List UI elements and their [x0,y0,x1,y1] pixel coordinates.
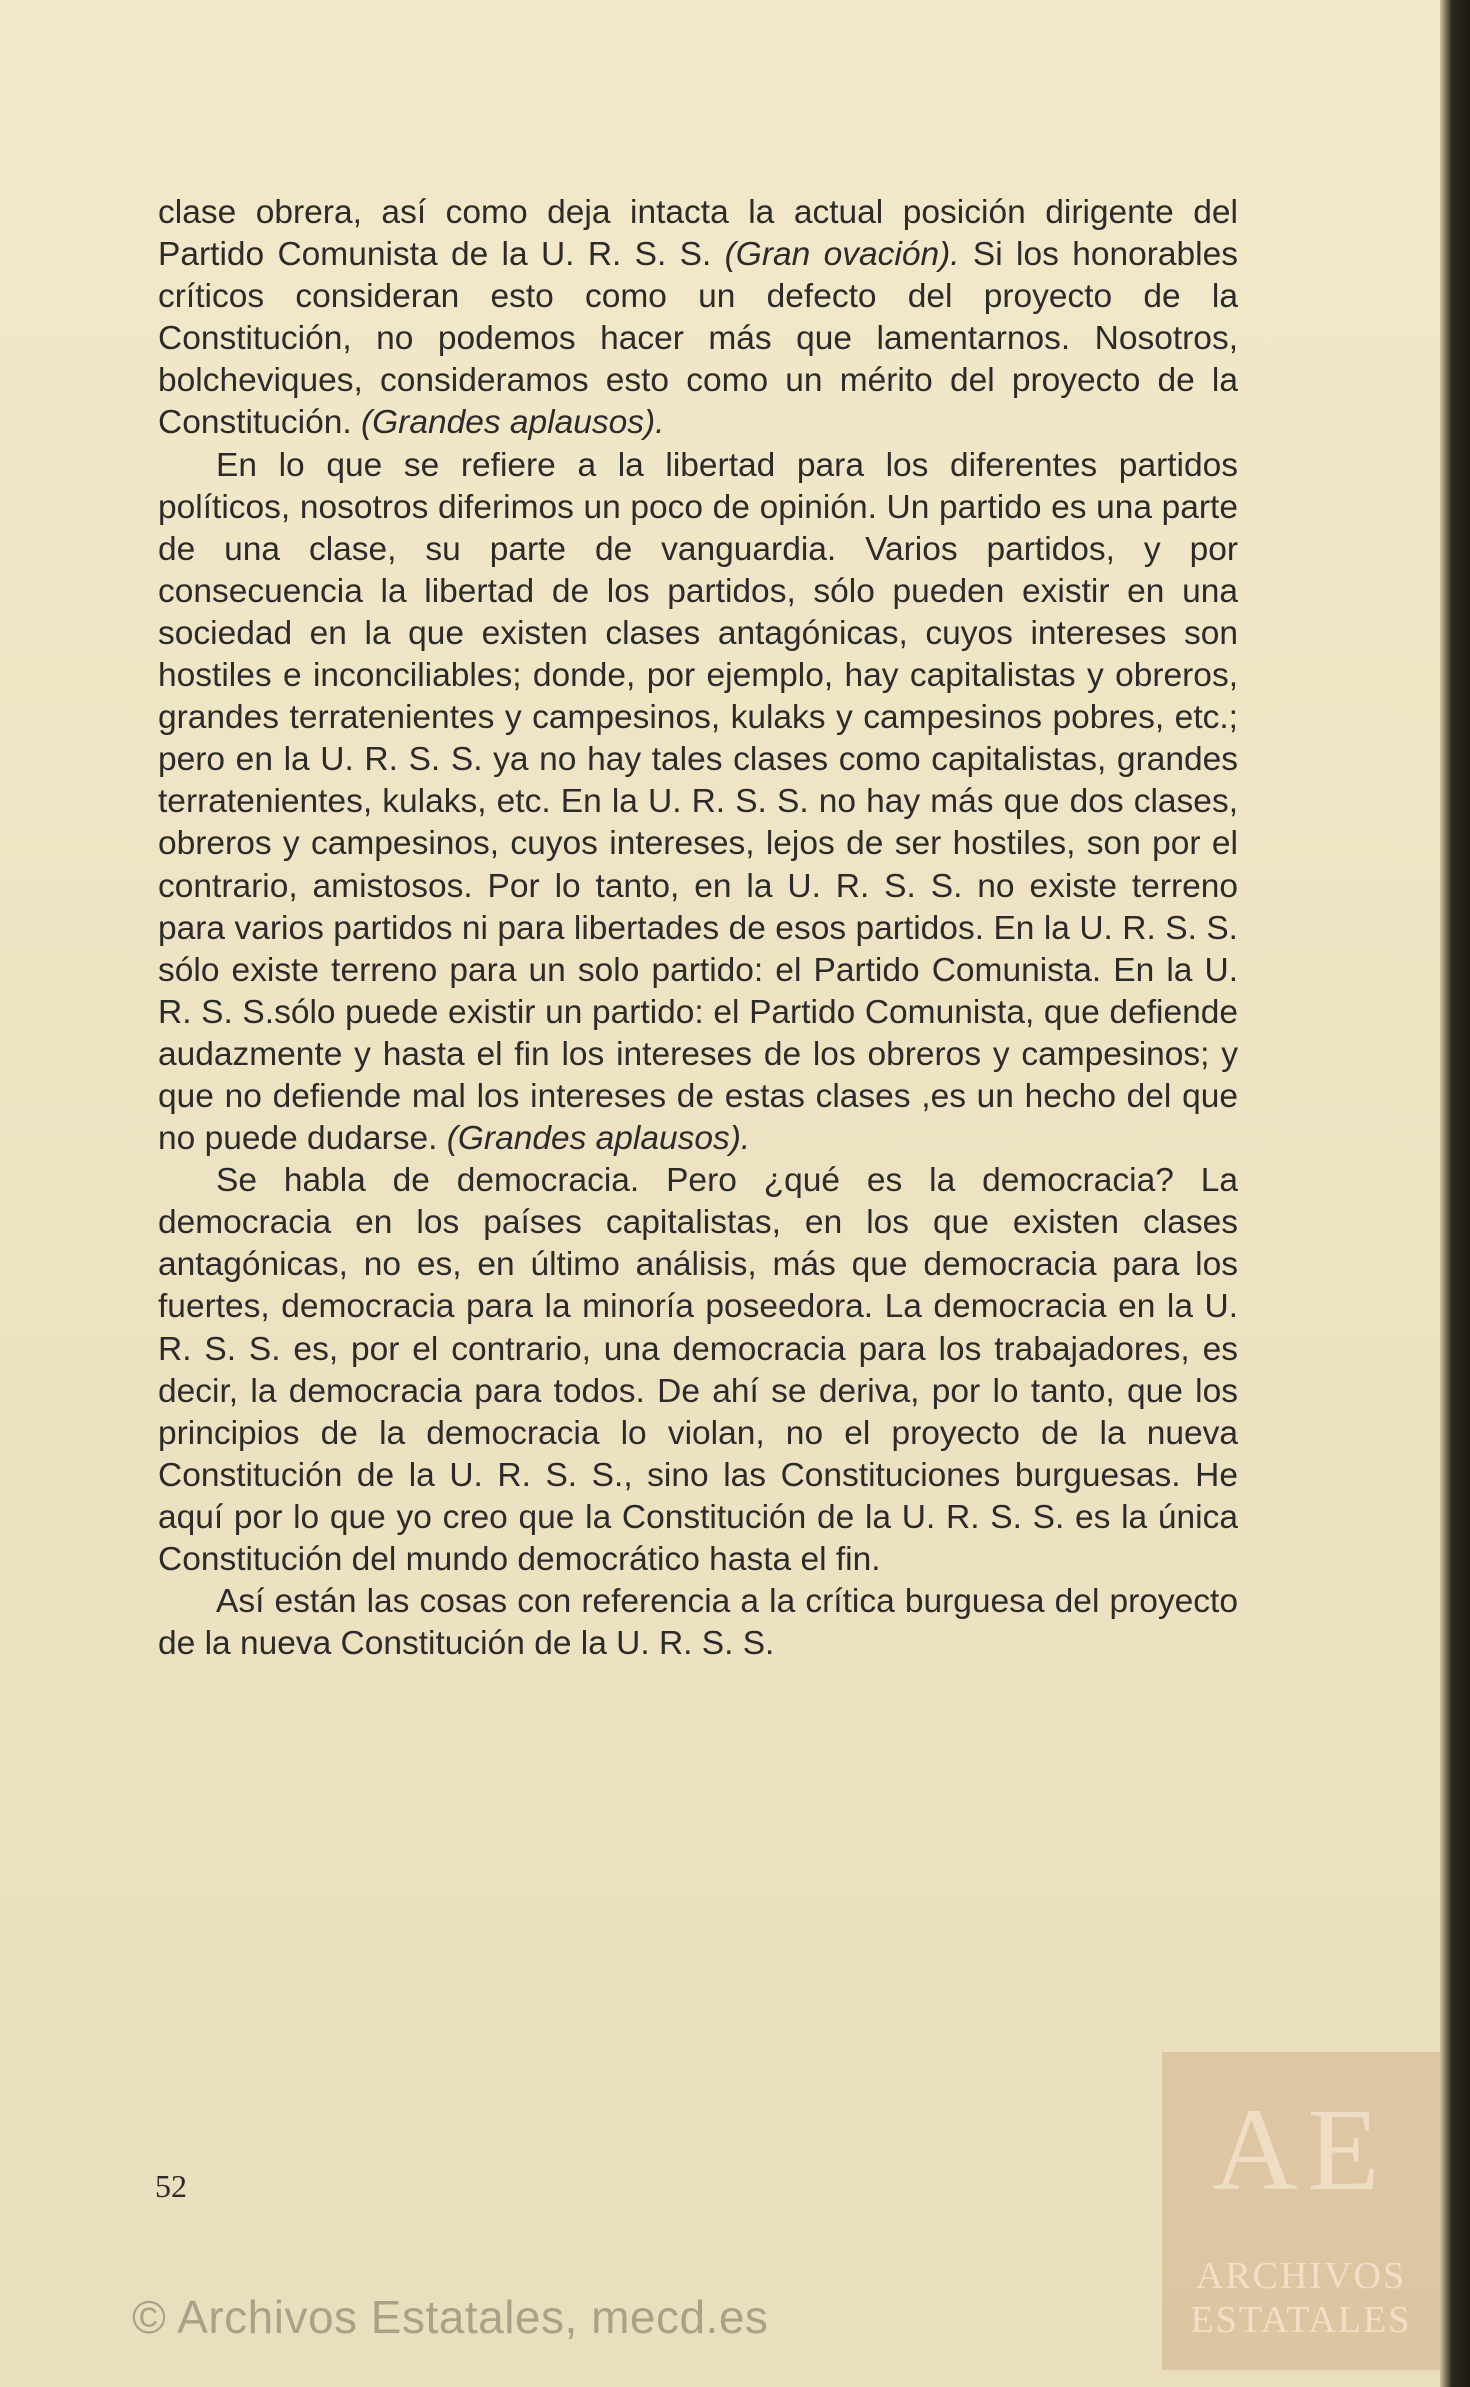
text-segment: Así están las cosas con referencia a la crítica burguesa del proyecto de la nueva Constitución de la U. R. S. S. [158,1583,1238,1663]
text-segment: En lo que se refiere a la libertad para los diferentes partidos políticos, nosotros diferimos un poco de opinión. Un partido es una parte de una clase, su parte de vanguardia. Varios partidos, y por consecuencia la libertad de los partidos, sólo pueden existir en una sociedad en la que existen clases antagónicas, cuyos intereses son hostiles e inconciliables; donde, por ejemplo, hay capitalistas y obreros, grandes terratenientes y campesinos, kulaks y campesinos pobres, etc.; pero en la U. R. S. S. ya no hay tales clases como capitalistas, grandes terratenientes, kulaks, etc. En la U. R. S. S. no hay más que dos clases, obreros y campesinos, cuyos intereses, lejos de ser hostiles, son por el contrario, amistosos. Por lo tanto, en la U. R. S. S. no existe terreno para varios partidos ni para libertades de esos partidos. En la U. R. S. S. sólo existe terreno para un solo partido: el Partido Comunista. En la U. R. S. S.sólo puede existir un partido: el Partido Comunista, que defiende audazmente y hasta el fin los intereses de los obreros y campesinos; y que no defiende mal los intereses de estas clases ,es un hecho del que no puede dudarse. [158,446,1238,1158]
text-segment: clase obrera, así como deja intacta la actual posición dirigente del Partido Comunista de la U. R. S. S. [158,194,1238,274]
body-text [158,192,1238,1665]
logo-line-2: ESTATALES [1190,2299,1412,2341]
paragraph [158,445,1238,1161]
italic-annotation: (Gran ovación). [724,236,960,274]
text-segment: Si los honorables críticos consideran esto como un defecto del proyecto de la Constitución, no podemos hacer más que lamentarnos. Nosotros, bolcheviques, consideramos esto como un mérito del proyecto de la Constitución. [158,236,1238,442]
paragraph [158,1160,1238,1581]
paragraph [158,1581,1238,1665]
italic-annotation: (Grandes aplausos). [360,404,665,442]
archivos-estatales-logo [1162,2052,1440,2370]
italic-annotation: (Grandes aplausos). [446,1120,751,1158]
copyright-watermark: © Archivos Estatales, mecd.es [132,2291,769,2343]
page-number: 52 [155,2168,187,2204]
page-edge-shadow [1440,0,1470,2387]
logo-name [1162,2254,1440,2342]
logo-line-1: ARCHIVOS [1195,2255,1407,2297]
logo-mark: AE [1212,2084,1390,2215]
text-segment: Se habla de democracia. Pero ¿qué es la democracia? La democracia en los países capitalistas, en los que existen clases antagónicas, no es, en último análisis, más que democracia para los fuertes, democracia para la minoría poseedora. La democracia en la U. R. S. S. es, por el contrario, una democracia para los trabajadores, es decir, la democracia para todos. De ahí se deriva, por lo tanto, que los principios de la democracia lo violan, no el proyecto de la nueva Constitución de la U. R. S. S., sino las Constituciones burguesas. He aquí por lo que yo creo que la Constitución de la U. R. S. S. es la única Constitución del mundo democrático hasta el fin. [158,1162,1238,1578]
paragraph [158,192,1238,445]
